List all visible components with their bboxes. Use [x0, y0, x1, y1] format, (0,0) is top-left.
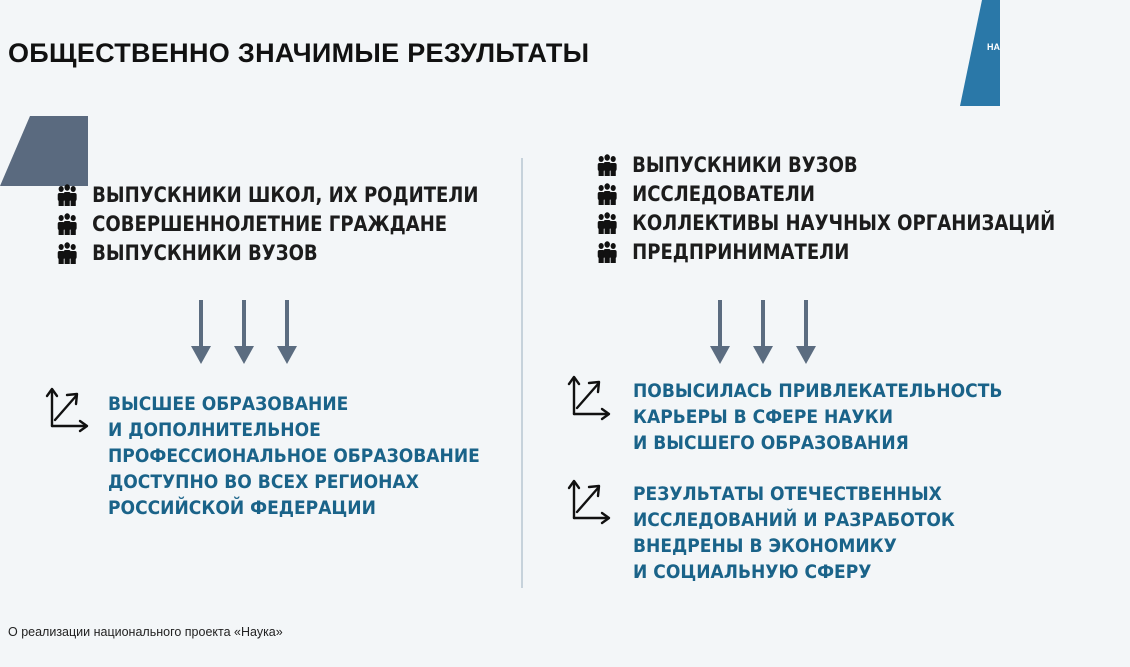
list-item — [596, 179, 1055, 208]
people-icon — [596, 212, 618, 234]
down-arrow-icon — [191, 300, 211, 364]
result-text-right-2 — [633, 481, 955, 585]
down-arrow-icon — [277, 300, 297, 364]
left-groups-list — [56, 180, 547, 267]
result-line: И ДОПОЛНИТЕЛЬНОЕ — [108, 419, 321, 441]
group-label: ИССЛЕДОВАТЕЛИ — [632, 181, 816, 206]
result-line: КАРЬЕРЫ В СФЕРЕ НАУКИ — [633, 406, 894, 428]
group-label: ВЫПУСКНИКИ ВУЗОВ — [92, 240, 318, 265]
list-item — [56, 209, 479, 238]
list-item — [596, 150, 1055, 179]
logo-text: НА — [987, 42, 1000, 52]
page-title: ОБЩЕСТВЕННО ЗНАЧИМЫЕ РЕЗУЛЬТАТЫ — [8, 38, 590, 68]
result-text-left — [108, 391, 480, 521]
result-text-right-1 — [633, 378, 1002, 456]
result-line: И ВЫСШЕГО ОБРАЗОВАНИЯ — [633, 432, 909, 454]
project-logo — [960, 0, 1000, 106]
result-line: ПОВЫСИЛАСЬ ПРИВЛЕКАТЕЛЬНОСТЬ — [633, 380, 1003, 402]
people-icon — [56, 213, 78, 235]
right-down-arrows — [709, 300, 819, 366]
left-down-arrows — [190, 300, 300, 366]
people-icon — [596, 183, 618, 205]
result-line: РОССИЙСКОЙ ФЕДЕРАЦИИ — [108, 497, 376, 519]
group-label: КОЛЛЕКТИВЫ НАУЧНЫХ ОРГАНИЗАЦИЙ — [632, 210, 1056, 235]
down-arrow-icon — [753, 300, 773, 364]
group-label: ВЫПУСКНИКИ ВУЗОВ — [632, 152, 858, 177]
growth-arrows-icon — [568, 478, 610, 522]
group-label: ВЫПУСКНИКИ ШКОЛ, ИХ РОДИТЕЛИ — [92, 182, 479, 207]
down-arrow-icon — [710, 300, 730, 364]
list-item — [596, 208, 1055, 237]
growth-arrows-icon — [568, 374, 610, 418]
people-icon — [56, 242, 78, 264]
decorative-wedge — [0, 116, 90, 186]
people-icon — [596, 154, 618, 176]
growth-arrows-icon — [46, 386, 88, 430]
group-label: СОВЕРШЕННОЛЕТНИЕ ГРАЖДАНЕ — [92, 211, 448, 236]
result-line: ДОСТУПНО ВО ВСЕХ РЕГИОНАХ — [108, 471, 419, 493]
result-line: ВЫСШЕЕ ОБРАЗОВАНИЕ — [108, 393, 349, 415]
people-icon — [596, 241, 618, 263]
list-item — [56, 180, 479, 209]
result-line: И СОЦИАЛЬНУЮ СФЕРУ — [633, 561, 872, 583]
result-line: ПРОФЕССИОНАЛЬНОЕ ОБРАЗОВАНИЕ — [108, 445, 480, 467]
result-line: ВНЕДРЕНЫ В ЭКОНОМИКУ — [633, 535, 897, 557]
down-arrow-icon — [234, 300, 254, 364]
result-line: ИССЛЕДОВАНИЙ И РАЗРАБОТОК — [633, 509, 955, 531]
group-label: ПРЕДПРИНИМАТЕЛИ — [632, 239, 850, 264]
down-arrow-icon — [796, 300, 816, 364]
list-item — [56, 238, 479, 267]
result-line: РЕЗУЛЬТАТЫ ОТЕЧЕСТВЕННЫХ — [633, 483, 942, 505]
people-icon — [56, 184, 78, 206]
list-item — [596, 237, 1055, 266]
footer-caption: О реализации национального проекта «Наука» — [8, 625, 283, 639]
right-groups-list — [596, 150, 1130, 266]
